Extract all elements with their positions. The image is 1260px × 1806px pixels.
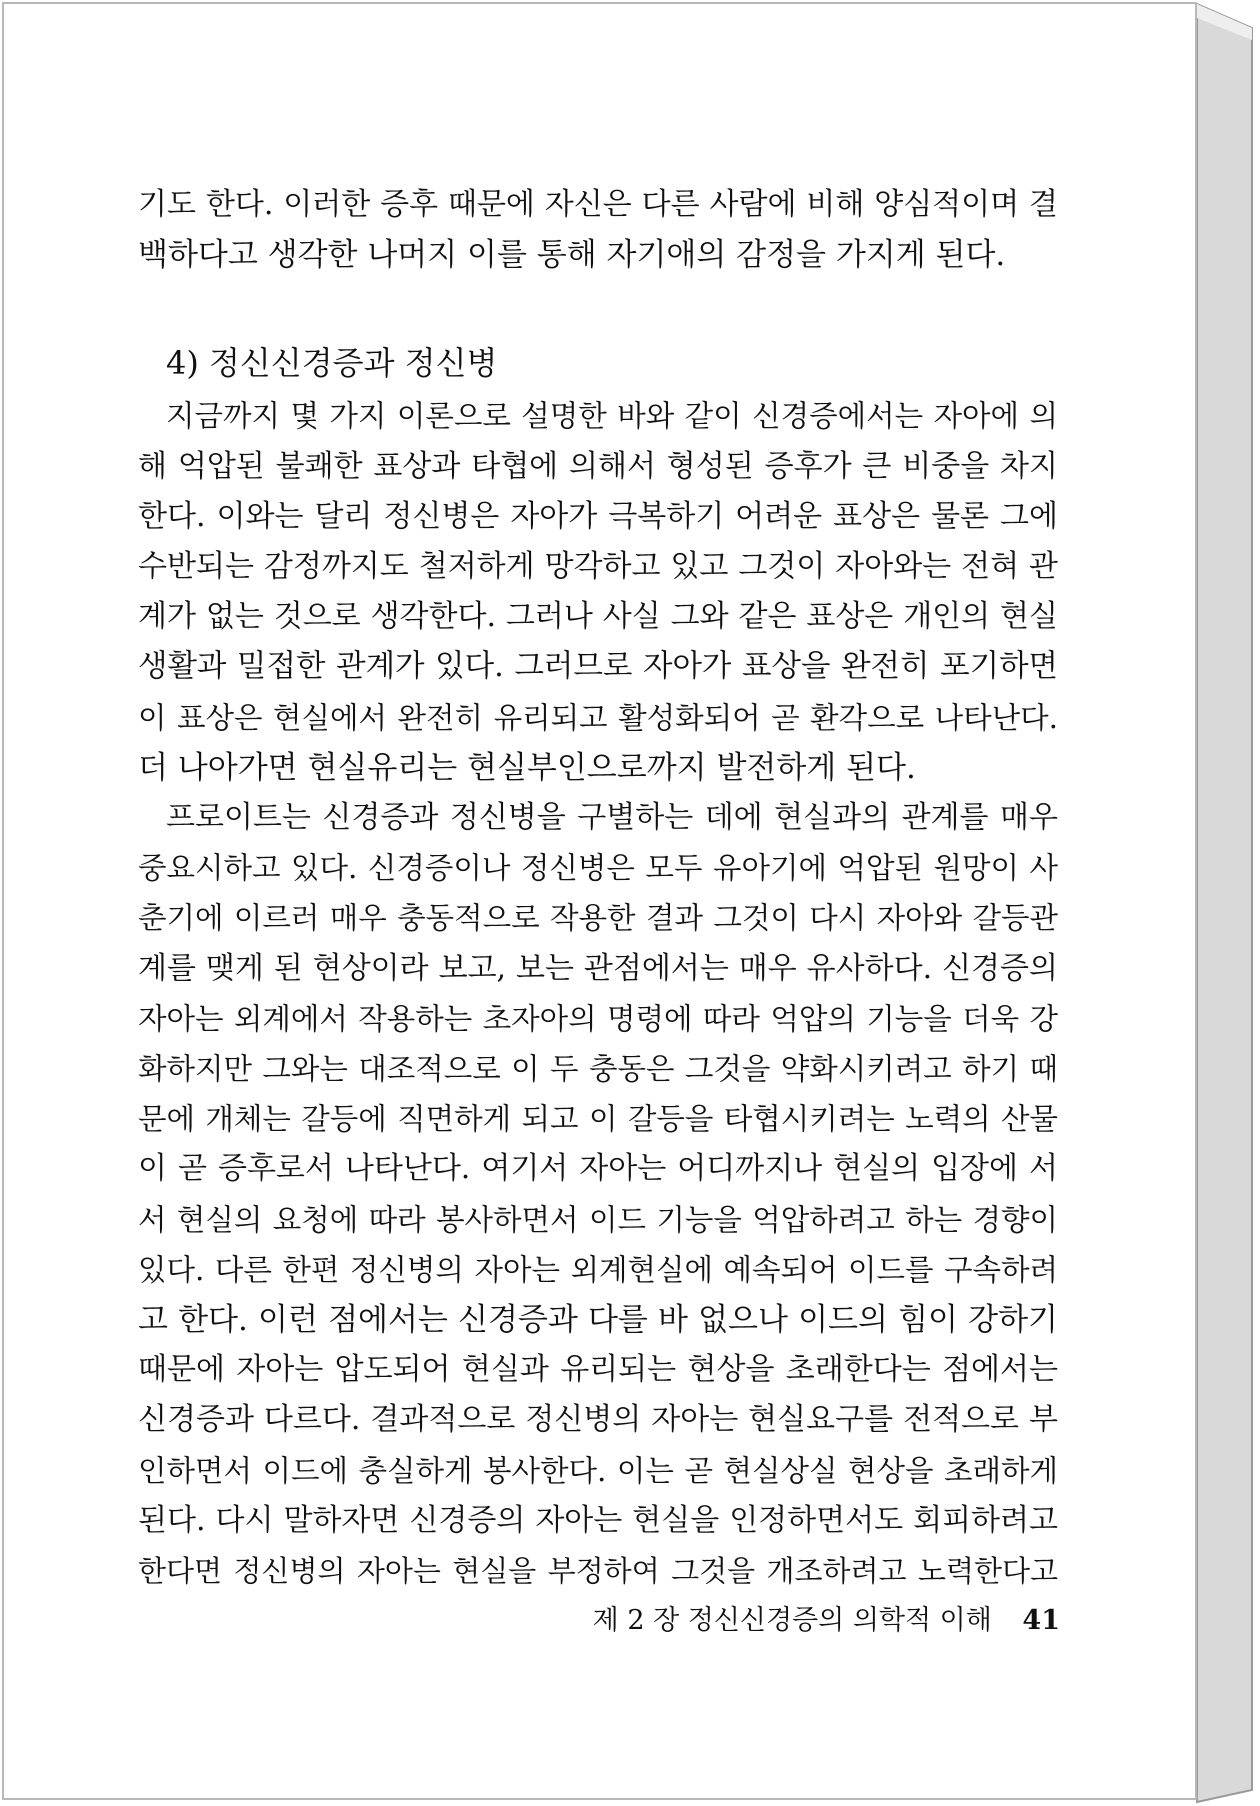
text-line: 된다. 다시 말하자면 신경증의 자아는 현실을 인정하면서도 회피하려고 — [138, 1502, 1058, 1538]
opening-paragraph — [138, 180, 1058, 280]
text-line: 이 곧 증후로서 나타난다. 여기서 자아는 어디까지나 현실의 입장에 서 — [138, 1151, 1058, 1187]
text-line: 더 나아가면 현실유리는 현실부인으로까지 발전하게 된다. — [138, 749, 916, 786]
text-line: 중요시하고 있다. 신경증이나 정신병은 모두 유아기에 억압된 원망이 사 — [138, 851, 1058, 886]
text-line: 계를 맺게 된 현상이라 보고, 보는 관점에서는 매우 유사하다. 신경증의 — [138, 950, 1058, 986]
text-line: 춘기에 이르러 매우 충동적으로 작용한 결과 그것이 다시 자아와 갈등관 — [138, 901, 1058, 936]
paragraph-2 — [138, 793, 1058, 1596]
text-line: 문에 개체는 갈등에 직면하게 되고 이 갈등을 타협시키려는 노력의 산물 — [138, 1102, 1058, 1137]
text-line: 신경증과 다르다. 결과적으로 정신병의 자아는 현실요구를 전적으로 부 — [138, 1402, 1058, 1438]
text-line: 서 현실의 요청에 따라 봉사하면서 이드 기능을 억압하려고 하는 경향이 — [138, 1202, 1058, 1237]
text-line: 프로이트는 신경증과 정신병을 구별하는 데에 현실과의 관계를 매우 — [166, 800, 1058, 836]
text-line: 기도 한다. 이러한 증후 때문에 자신은 다른 사람에 비해 양심적이며 결 — [138, 187, 1058, 222]
text-line: 지금까지 몇 가지 이론으로 설명한 바와 같이 신경증에서는 자아에 의 — [166, 399, 1058, 434]
text-line: 한다면 정신병의 자아는 현실을 부정하여 그것을 개조하려고 노력한다고 — [138, 1554, 1058, 1589]
page-number: 41 — [1022, 1605, 1060, 1636]
page-content — [138, 180, 1058, 1596]
page-footer — [580, 1598, 1060, 1637]
chapter-title: 제 2 장 정신신경증의 의학적 이해 — [592, 1605, 992, 1636]
paragraph-1 — [138, 391, 1058, 793]
text-line: 생활과 밀접한 관계가 있다. 그러므로 자아가 표상을 완전히 포기하면 — [138, 649, 1058, 685]
text-line: 인하면서 이드에 충실하게 봉사한다. 이는 곧 현실상실 현상을 초래하게 — [138, 1453, 1058, 1488]
text-line: 한다. 이와는 달리 정신병은 자아가 극복하기 어려운 표상은 물론 그에 — [138, 498, 1058, 534]
section-heading: 4) 정신신경증과 정신병 — [166, 344, 498, 383]
text-line: 계가 없는 것으로 생각한다. 그러나 사실 그와 같은 표상은 개인의 현실 — [138, 599, 1058, 635]
text-line: 고 한다. 이런 점에서는 신경증과 다를 바 없으나 이드의 힘이 강하기 — [138, 1302, 1058, 1339]
text-line: 백하다고 생각한 나머지 이를 통해 자기애의 감정을 가지게 된다. — [138, 237, 1006, 274]
text-line: 때문에 자아는 압도되어 현실과 유리되는 현상을 초래한다는 점에서는 — [138, 1352, 1058, 1388]
text-line: 수반되는 감정까지도 철저하게 망각하고 있고 그것이 자아와는 전혀 관 — [138, 549, 1058, 585]
text-line: 해 억압된 불쾌한 표상과 타협에 의해서 형성된 증후가 큰 비중을 차지 — [138, 448, 1058, 484]
text-line: 화하지만 그와는 대조적으로 이 두 충동은 그것을 약화시키려고 하기 때 — [138, 1052, 1058, 1087]
text-line: 이 표상은 현실에서 완전히 유리되고 활성화되어 곧 환각으로 나타난다. — [138, 700, 1058, 735]
text-line: 있다. 다른 한편 정신병의 자아는 외계현실에 예속되어 이드를 구속하려 — [138, 1252, 1058, 1287]
text-line: 자아는 외계에서 작용하는 초자아의 명령에 따라 억압의 기능을 더욱 강 — [138, 1001, 1058, 1036]
